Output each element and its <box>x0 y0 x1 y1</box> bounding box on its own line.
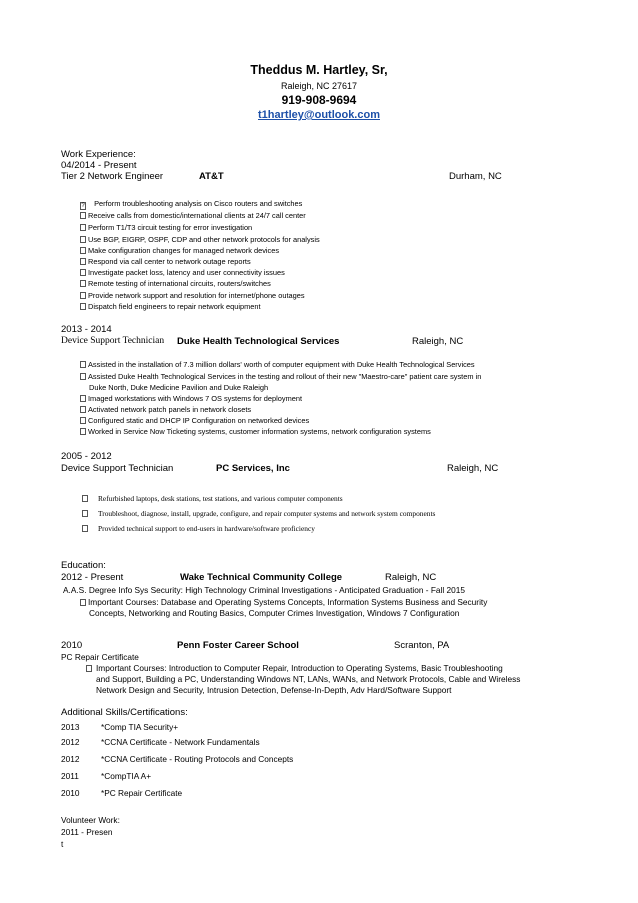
candidate-phone: 919-908-9694 <box>281 93 357 107</box>
checkbox-icon <box>80 417 86 424</box>
volunteer-dates-wrap: t <box>61 839 64 849</box>
bullet-item: ? Perform troubleshooting analysis on Cisco routers and switches <box>81 199 303 209</box>
checkbox-icon <box>80 247 86 254</box>
degree-line: PC Repair Certificate <box>61 652 139 662</box>
courses-line-continuation: and Support, Building a PC, Understanding Windows NT, LANs, WANs, and Network Protocols, Cable and Wireless <box>96 674 521 684</box>
checkbox-icon <box>80 395 86 402</box>
missing-glyph-icon: ? <box>81 203 85 209</box>
checkbox-icon <box>80 373 86 380</box>
bullet-item: Use BGP, EIGRP, OSPF, CDP and other network protocols for analysis <box>80 235 320 244</box>
skill-name: *CompTIA A+ <box>101 771 152 781</box>
job-dates: 2005 - 2012 <box>61 451 112 462</box>
bullet-item: Troubleshoot, diagnose, install, upgrade, configure, and repair computer systems and network system components <box>82 509 435 518</box>
skill-name: *CCNA Certificate - Routing Protocols and Concepts <box>101 754 294 764</box>
checkbox-icon <box>80 292 86 299</box>
candidate-location: Raleigh, NC 27617 <box>280 81 358 91</box>
skill-year: 2011 <box>61 771 79 781</box>
checkbox-icon <box>80 599 86 606</box>
checkbox-icon <box>80 280 86 287</box>
volunteer-dates: 2011 - Presen <box>61 827 113 837</box>
bullet-item: Investigate packet loss, latency and user connectivity issues <box>80 268 285 277</box>
checkbox-icon <box>80 406 86 413</box>
checkbox-icon <box>82 525 88 532</box>
bullet-item-continuation: Duke North, Duke Medicine Pavilion and Duke Raleigh <box>89 383 269 392</box>
school-location: Scranton, PA <box>394 640 450 651</box>
candidate-email-link[interactable]: t1hartley@outlook.com <box>258 109 380 121</box>
job-dates: 2013 - 2014 <box>61 324 112 335</box>
job-title: Device Support Technician <box>61 463 174 474</box>
job-location: Raleigh, NC <box>412 336 464 347</box>
bullet-item: Receive calls from domestic/international clients at 24/7 call center <box>80 211 306 220</box>
courses-line-continuation: Network Design and Security, Intrusion Detection, Defense-In-Depth, Adv Hard/Software Support <box>96 685 452 695</box>
job-company: AT&T <box>199 171 224 182</box>
education-heading: Education: <box>61 560 106 571</box>
checkbox-icon <box>82 510 88 517</box>
bullet-item: Perform T1/T3 circuit testing for error investigation <box>80 223 252 232</box>
volunteer-heading: Volunteer Work: <box>61 815 120 825</box>
checkbox-icon <box>80 361 86 368</box>
checkbox-icon <box>80 212 86 219</box>
skills-heading: Additional Skills/Certifications: <box>61 707 188 718</box>
candidate-name: Theddus M. Hartley, Sr, <box>250 63 388 77</box>
bullet-item: Worked in Service Now Ticketing systems, customer information systems, network configuration systems <box>80 427 431 436</box>
skill-year: 2013 <box>61 722 80 732</box>
skill-year: 2012 <box>61 754 80 764</box>
bullet-item: Dispatch field engineers to repair network equipment <box>80 302 261 311</box>
bullet-item: Make configuration changes for managed network devices <box>80 246 279 255</box>
checkbox-icon <box>80 303 86 310</box>
school-name: Penn Foster Career School <box>177 640 299 651</box>
job-dates: 04/2014 - Present <box>61 160 137 171</box>
skill-year: 2012 <box>61 737 80 747</box>
bullet-item: Respond via call center to network outage reports <box>80 257 251 266</box>
bullet-item: Configured static and DHCP IP Configuration on networked devices <box>80 416 309 425</box>
job-company: Duke Health Technological Services <box>177 336 340 347</box>
job-location: Raleigh, NC <box>447 463 499 474</box>
bullet-item: Remote testing of international circuits, routers/switches <box>80 279 271 288</box>
bullet-item: Assisted in the installation of 7.3 million dollars' worth of computer equipment with Duke Health Technological Services <box>80 360 475 369</box>
work-heading: Work Experience: <box>61 149 136 160</box>
job-title: Tier 2 Network Engineer <box>61 171 164 182</box>
bullet-item: Activated network patch panels in network closets <box>80 405 251 414</box>
job-company: PC Services, Inc <box>216 463 290 474</box>
school-dates: 2010 <box>61 640 83 651</box>
skill-year: 2010 <box>61 788 80 798</box>
bullet-item: Provide network support and resolution for internet/phone outages <box>80 291 305 300</box>
school-name: Wake Technical Community College <box>180 572 343 583</box>
checkbox-icon <box>80 269 86 276</box>
courses-line-continuation: Concepts, Networking and Routing Basics, Computer Crimes Investigation, Windows 7 Configuration <box>89 608 460 618</box>
courses-line: Important Courses: Introduction to Computer Repair, Introduction to Operating Systems, Basic Troubleshooting <box>86 663 503 673</box>
degree-line: A.A.S. Degree Info Sys Security: High Technology Criminal Investigations - Anticipated Graduation - Fall 2015 <box>63 585 465 595</box>
school-dates: 2012 - Present <box>61 572 124 583</box>
skill-name: *CCNA Certificate - Network Fundamentals <box>101 737 260 747</box>
checkbox-icon <box>86 665 92 672</box>
courses-line: Important Courses: Database and Operating Systems Concepts, Information Systems Business and Security <box>80 597 487 607</box>
job-title: Device Support Technician <box>61 336 165 346</box>
bullet-item: Provided technical support to end-users in hardware/software proficiency <box>82 524 315 533</box>
bullet-item: Imaged workstations with Windows 7 OS systems for deployment <box>80 394 302 403</box>
checkbox-icon <box>80 224 86 231</box>
checkbox-icon <box>80 236 86 243</box>
bullet-item: Refurbished laptops, desk stations, test stations, and various computer components <box>82 494 343 503</box>
checkbox-icon <box>80 258 86 265</box>
skill-name: *PC Repair Certificate <box>101 788 183 798</box>
bullet-item: Assisted Duke Health Technological Services in the testing and rollout of their new "Maestro-care" patient care system in <box>80 372 481 381</box>
checkbox-icon <box>82 495 88 502</box>
job-location: Durham, NC <box>449 171 502 182</box>
school-location: Raleigh, NC <box>385 572 437 583</box>
skill-name: *Comp TIA Security+ <box>101 722 179 732</box>
checkbox-icon <box>80 428 86 435</box>
